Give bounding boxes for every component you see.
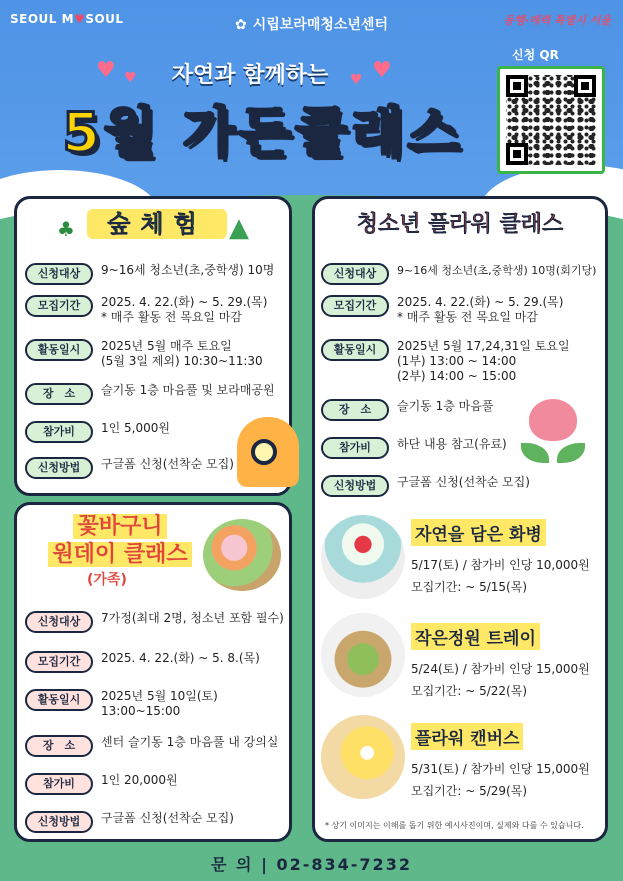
class-info: 5/24(토) / 참가비 인당 15,000원 모집기간: ~ 5/22(목) — [411, 662, 590, 698]
tulip-illustration — [521, 399, 585, 469]
row-label: 장 소 — [321, 399, 389, 421]
forest-title: 숲체험 — [87, 209, 227, 239]
basket-card — [14, 502, 292, 842]
row-value: 2025년 5월 17,24,31일 토요일 (1부) 13:00 ~ 14:00 (2부) 14:00 ~ 15:00 — [397, 339, 570, 383]
info-row — [321, 295, 563, 325]
row-value: 1인 5,000원 — [101, 421, 170, 435]
row-label: 참가비 — [25, 773, 93, 795]
row-value: 슬기동 1층 마음풀 — [397, 399, 494, 413]
center-logo-icon: ✿ — [235, 17, 247, 33]
heart-icon: ♥ — [124, 70, 137, 86]
row-label: 신청방법 — [321, 475, 389, 497]
row-value: 구글폼 신청(선착순 모집) — [397, 475, 530, 489]
class-info: 5/31(토) / 참가비 인당 15,000원 모집기간: ~ 5/29(목) — [411, 762, 590, 798]
row-value: 구글폼 신청(선착순 모집) — [101, 811, 234, 825]
qr-finder — [506, 143, 528, 165]
row-label: 장 소 — [25, 735, 93, 757]
flower-canvas-image — [321, 715, 405, 799]
explorer-kid-illustration — [237, 417, 299, 487]
info-row — [321, 437, 507, 459]
row-label: 장 소 — [25, 383, 93, 405]
class-item — [411, 723, 590, 802]
tulip-leaf — [557, 443, 585, 463]
qr-finder — [574, 75, 596, 97]
footnote: * 상기 이미지는 이해를 돕기 위한 예시사진이며, 실제와 다를 수 있습니다. — [325, 821, 584, 830]
info-row — [25, 689, 218, 719]
info-row — [25, 651, 260, 673]
heart-icon: ♥ — [372, 58, 392, 83]
info-row — [321, 475, 530, 497]
row-value: 2025. 4. 22.(화) ~ 5. 29.(목) * 매주 활동 전 목요일 마감 — [101, 295, 268, 324]
row-label: 활동일시 — [25, 339, 93, 361]
class-item — [411, 623, 590, 702]
seoul-my-soul-logo: SEOUL M♥SOUL — [10, 12, 124, 26]
row-value: 7가정(최대 2명, 청소년 포함 필수) — [101, 611, 284, 625]
row-value: 구글폼 신청(선착순 모집) — [101, 457, 234, 471]
row-label: 신청대상 — [321, 263, 389, 285]
basket-subtitle: (가족) — [87, 572, 127, 588]
row-value: 2025년 5월 매주 토요일 (5월 3일 제외) 10:30~11:30 — [101, 339, 263, 368]
info-row — [25, 457, 234, 479]
row-value: 슬기동 1층 마음풀 및 보라매공원 — [101, 383, 275, 397]
flower-basket-image — [203, 519, 281, 591]
row-value: 9~16세 청소년(초,중학생) 10명(회기당) — [397, 264, 597, 277]
tree-icon: ♣ — [57, 217, 75, 241]
row-label: 참가비 — [25, 421, 93, 443]
class-name: 작은정원 트레이 — [411, 623, 540, 650]
info-row — [321, 263, 596, 285]
class-name: 자연을 담은 화병 — [411, 519, 546, 546]
magnifier-icon — [251, 439, 277, 465]
tulip-leaf — [521, 443, 549, 463]
contact-footer: 문 의 | 02-834-7232 — [211, 855, 412, 874]
row-label: 신청방법 — [25, 457, 93, 479]
info-row — [25, 735, 278, 757]
row-label: 모집기간 — [321, 295, 389, 317]
qr-code[interactable] — [497, 66, 605, 174]
info-row — [25, 811, 234, 833]
qr-finder — [506, 75, 528, 97]
row-label: 모집기간 — [25, 651, 93, 673]
row-value: 하단 내용 참고(유료) — [397, 437, 507, 451]
info-row — [25, 383, 275, 405]
tulip-flower — [529, 399, 577, 441]
class-name: 플라워 캔버스 — [411, 723, 523, 750]
row-label: 신청방법 — [25, 811, 93, 833]
info-row — [25, 611, 284, 633]
tray-garden-image — [321, 613, 405, 697]
row-label: 활동일시 — [25, 689, 93, 711]
row-label: 신청대상 — [25, 611, 93, 633]
info-row — [25, 295, 267, 325]
class-item — [411, 519, 590, 598]
row-label: 신청대상 — [25, 263, 93, 285]
heart-icon: ♥ — [350, 72, 363, 88]
row-label: 참가비 — [321, 437, 389, 459]
basket-title: 꽃바구니 원데이 클래스 — [35, 513, 205, 569]
center-name: ✿ 시립보라매청소년센터 — [235, 17, 388, 33]
row-value: 센터 슬기동 1층 마음풀 내 강의실 — [101, 735, 279, 749]
row-value: 9~16세 청소년(초,중학생) 10명 — [101, 263, 275, 277]
page-title: 5월 가든클래스 — [62, 101, 464, 164]
info-row — [25, 263, 274, 285]
qr-label: 신청 QR — [512, 48, 559, 62]
row-value: 1인 20,000원 — [101, 773, 178, 787]
mountain-icon: ▲ — [229, 213, 249, 243]
info-row — [321, 339, 570, 384]
forest-card — [14, 196, 292, 496]
heart-icon: ♥ — [96, 58, 116, 83]
info-row — [25, 421, 170, 443]
flower-card — [312, 196, 608, 842]
seoul-slogan-logo: 동행·매력 특별시 서울 — [503, 14, 611, 27]
info-row — [321, 399, 493, 421]
class-info: 5/17(토) / 참가비 인당 10,000원 모집기간: ~ 5/15(목) — [411, 558, 590, 594]
row-value: 2025. 4. 22.(화) ~ 5. 8.(목) — [101, 651, 260, 665]
subtitle: 자연과 함께하는 — [171, 63, 329, 88]
row-value: 2025년 5월 10일(토) 13:00~15:00 — [101, 689, 218, 718]
info-row — [25, 773, 178, 795]
vase-image — [321, 515, 405, 599]
info-row — [25, 339, 263, 369]
row-label: 활동일시 — [321, 339, 389, 361]
row-value: 2025. 4. 22.(화) ~ 5. 29.(목) * 매주 활동 전 목요일 마감 — [397, 295, 564, 324]
flower-title: 청소년 플라워 클래스 — [356, 212, 564, 237]
row-label: 모집기간 — [25, 295, 93, 317]
